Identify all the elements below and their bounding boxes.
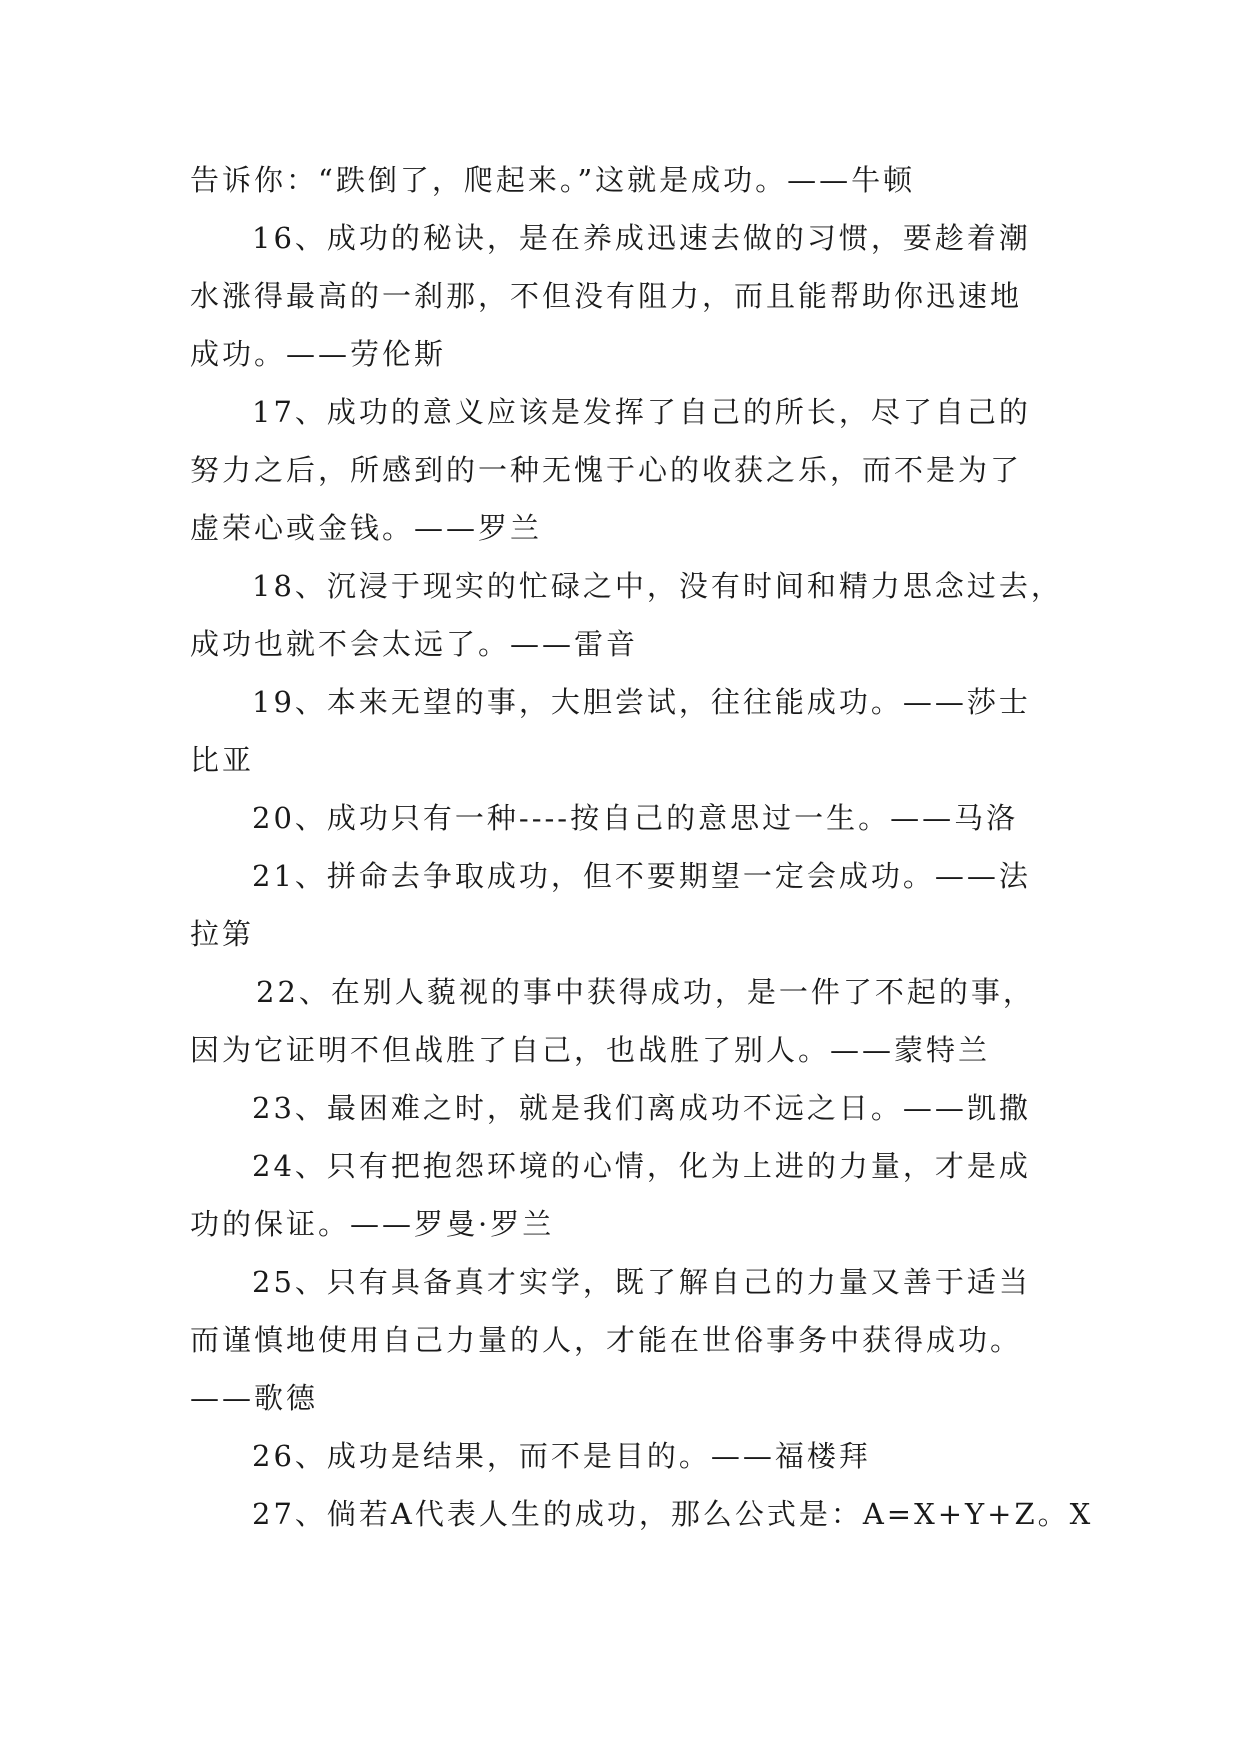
text-line: 而谨慎地使用自己力量的人，才能在世俗事务中获得成功。 bbox=[190, 1323, 1023, 1357]
text-line: 告诉你：“跌倒了，爬起来。”这就是成功。——牛顿 bbox=[190, 163, 916, 197]
text-line: 虚荣心或金钱。——罗兰 bbox=[190, 511, 543, 545]
text-line: 功的保证。——罗曼·罗兰 bbox=[190, 1207, 555, 1241]
text-line: 16、成功的秘诀，是在养成迅速去做的习惯，要趁着潮 bbox=[252, 221, 1031, 255]
text-line: 比亚 bbox=[190, 743, 255, 777]
text-line: 24、只有把抱怨环境的心情，化为上进的力量，才是成 bbox=[252, 1149, 1031, 1183]
text-line: 21、拼命去争取成功，但不要期望一定会成功。——法 bbox=[252, 859, 1031, 893]
text-line: ——歌德 bbox=[190, 1381, 319, 1415]
text-line: 27、倘若A代表人生的成功，那么公式是：A=X+Y+Z。X bbox=[252, 1497, 1094, 1531]
text-line: 成功。——劳伦斯 bbox=[190, 337, 447, 371]
text-line: 20、成功只有一种----按自己的意思过一生。——马洛 bbox=[252, 801, 1019, 835]
text-line: 17、成功的意义应该是发挥了自己的所长，尽了自己的 bbox=[252, 395, 1031, 429]
text-line: 因为它证明不但战胜了自己，也战胜了别人。——蒙特兰 bbox=[190, 1033, 991, 1067]
text-line: 成功也就不会太远了。——雷音 bbox=[190, 627, 639, 661]
text-line: 23、最困难之时，就是我们离成功不远之日。——凯撒 bbox=[252, 1091, 1031, 1125]
text-line: 26、成功是结果，而不是目的。——福楼拜 bbox=[252, 1439, 871, 1473]
text-line: 25、只有具备真才实学，既了解自己的力量又善于适当 bbox=[252, 1265, 1031, 1299]
text-line: 水涨得最高的一刹那，不但没有阻力，而且能帮助你迅速地 bbox=[190, 279, 1023, 313]
text-line: 18、沉浸于现实的忙碌之中，没有时间和精力思念过去， bbox=[252, 569, 1063, 603]
text-line: 22、在别人藐视的事中获得成功，是一件了不起的事， bbox=[256, 975, 1035, 1009]
text-line: 拉第 bbox=[190, 917, 255, 951]
text-line: 19、本来无望的事，大胆尝试，往往能成功。——莎士 bbox=[252, 685, 1031, 719]
text-line: 努力之后，所感到的一种无愧于心的收获之乐，而不是为了 bbox=[190, 453, 1023, 487]
